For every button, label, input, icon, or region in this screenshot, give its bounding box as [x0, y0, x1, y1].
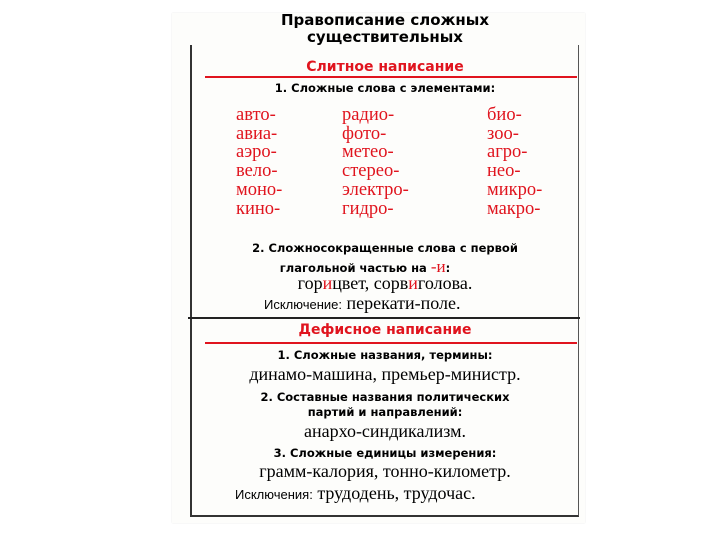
rule-1-heading: 1. Сложные слова с элементами: — [274, 81, 496, 95]
prefix-item: нео- — [487, 161, 521, 182]
prefix-item: стерео- — [342, 161, 400, 182]
prefix-item: био- — [487, 105, 522, 125]
rule-2-heading-line1: 2. Составные названия политических — [260, 390, 510, 404]
rule-2-example — [200, 273, 570, 294]
rule-1-example: динамо-машина, премьер-министр. — [249, 364, 521, 384]
exception-row-2 — [235, 483, 476, 504]
exception-text: трудодень, трудочас. — [317, 483, 476, 503]
page-title-line1: Правописание сложных — [280, 11, 490, 29]
prefix-item: авиа- — [236, 123, 278, 144]
section-separator — [188, 317, 580, 319]
prefix-item: гидро- — [342, 198, 394, 219]
prefix-item: электро- — [342, 179, 409, 200]
section-divider — [205, 76, 577, 78]
section-heading-hyphen: Дефисное написание — [298, 322, 472, 338]
exception-label: Исключения: — [235, 487, 313, 502]
prefix-item: зоо- — [487, 123, 519, 144]
section-divider — [205, 342, 577, 344]
rule-1-heading: 1. Сложные названия, термины: — [277, 348, 493, 362]
rule-2-colon: : — [445, 261, 451, 275]
rule-2-example: анархо-синдикализм. — [304, 421, 466, 441]
prefix-item: агро- — [487, 142, 528, 163]
prefix-item: авто- — [236, 105, 276, 125]
prefix-item: аэро- — [236, 142, 277, 163]
example-part: цвет, сорв — [332, 273, 409, 293]
example-highlight: и — [322, 273, 333, 293]
prefix-column-2 — [342, 106, 409, 218]
rule-2-heading-line1: 2. Сложносокращенные слова с первой — [252, 241, 518, 255]
rule-2-heading-line2: партий и направлений: — [307, 405, 463, 419]
exception-row-1 — [264, 293, 460, 314]
section-heading-solid: Слитное написание — [306, 59, 464, 75]
prefix-column-3 — [487, 106, 542, 218]
prefix-item: моно- — [236, 179, 283, 200]
exception-label: Исключение: — [264, 297, 343, 312]
example-part: голова. — [417, 273, 473, 293]
example-part: гор — [297, 273, 323, 293]
prefix-item: кино- — [236, 198, 281, 219]
exception-text: перекати-поле. — [346, 293, 461, 313]
page-title-line2: существительных — [307, 28, 463, 46]
prefix-item: макро- — [487, 198, 541, 219]
prefix-column-1 — [236, 106, 282, 218]
prefix-item: метео- — [342, 142, 394, 163]
rule-3-heading: 3. Сложные единицы измерения: — [273, 446, 497, 460]
prefix-item: фото- — [342, 123, 387, 144]
prefix-item: радио- — [342, 105, 395, 125]
rule-3-example: грамм-калория, тонно-километр. — [259, 461, 511, 481]
prefix-item: вело- — [236, 161, 278, 182]
rule-2-suffix: -и — [430, 257, 446, 276]
rule-2-text: глагольной частью на — [279, 261, 427, 275]
example-highlight: и — [408, 273, 418, 293]
prefix-item: микро- — [487, 179, 543, 200]
